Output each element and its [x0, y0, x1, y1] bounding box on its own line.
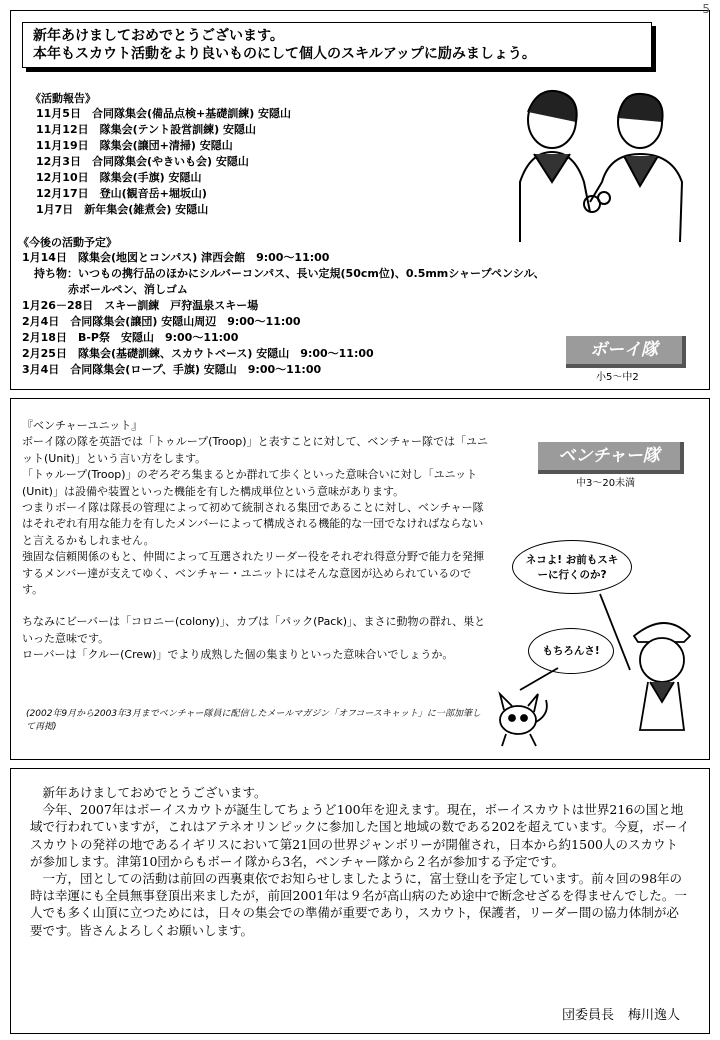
- plan-item: 2月18日 B-P祭 安隠山 9:00～11:00: [22, 331, 239, 344]
- venture-paragraph: ちなみにビーバーは「コロニー(colony)」、カブは「パック(Pack)」、まさに動物の群れ、巣といった意味です。: [22, 615, 486, 645]
- activity-report-item: 12月10日 隊集会(手旗) 安隠山: [36, 171, 202, 184]
- venture-paragraph: つまりボーイ隊は隊長の管理によって初めて統制される集団であることに対し、ベンチャー隊はそれぞれ有用な能力を有したメンバーによって構成される機能的な一団でなければならないと言えるかもしれません。: [22, 501, 484, 547]
- venture-paragraph: ボーイ隊の隊を英語では「トゥループ(Troop)」と表すことに対して、ベンチャー隊では「ユニット(Unit)」という言い方をします。: [22, 435, 489, 465]
- message-paragraph: 今年、2007年はボーイスカウトが誕生してちょうど100年を迎えます。現在，ボーイスカウトは世界216の国と地域で行われていますが，これはアテネオリンピックに参加した国と地域の数である202を超えています。今夏，ボーイスカウトの発祥の地であるイギリスにおいて第21回の世界ジャンボリーが開催され，日本から約1500人のスカウトが参加します。津第10団からもボーイ隊から3名，ベンチャー隊から２名が参加する予定です。: [30, 802, 690, 869]
- activity-report-item: 12月3日 合同隊集会(やきいも会) 安隠山: [36, 155, 249, 168]
- plan-item: 持ち物：いつもの携行品のほかにシルバーコンパス、長い定規(50cm位)、0.5mmシャープペンシル、: [34, 267, 545, 280]
- plan-item: 1月14日 隊集会(地図とコンパス) 津西会館 9:00～11:00: [22, 251, 330, 264]
- message-paragraph: 一方，団としての活動は前回の西裏東依でお知らせしましたように，富士登山を予定しています。前々回の98年の時は幸運にも全員無事登頂出来ましたが，前回2001年は９名が高山病のため途中で断念せざるを得ませんでした。一人でも多く山頂に立つためには，日々の集会での準備が重要であり，スカウト，保護者，リーダー間の協力体制が必要です。皆さんよろしくお願いします。: [30, 871, 687, 938]
- activity-report-title: 《活動報告》: [30, 92, 96, 105]
- speech-bubble-scout: ネコよ! お前もスキーに行くのか?: [512, 540, 632, 594]
- venture-paragraph: 「トゥループ(Troop)」のぞろぞろ集まるとか群れて歩くといった意味合いに対し「ユニット(Unit)」は設備や装置といった機能を有した構成単位という意味があります。: [22, 468, 478, 498]
- new-year-message: [30, 784, 690, 939]
- scouts-illustration: [490, 82, 700, 252]
- activity-report-item: 11月19日 隊集会(譲団+清掃) 安隠山: [36, 139, 233, 152]
- venture-source-note: (2002年9月から2003年3月までベンチャー隊員に配信したメールマガジン「オフコースキャット」に一部加筆して再掲): [26, 709, 481, 732]
- activity-report-item: 11月5日 合同隊集会(備品点検+基礎訓練) 安隠山: [36, 107, 292, 120]
- venture-age: 中3～20未満: [576, 478, 636, 489]
- venture-badge: ベンチャー隊: [538, 442, 684, 474]
- activity-report-item: 11月12日 隊集会(テント設営訓練) 安隠山: [36, 123, 256, 136]
- activity-report-list: [36, 106, 291, 218]
- plan-item: 2月25日 隊集会(基礎訓練、スカウトベース) 安隠山 9:00～11:00: [22, 347, 374, 360]
- venture-paragraph: 強固な信頼関係のもと、仲間によって互選されたリーダー役をそれぞれ得意分野で能力を発揮するメンバー達が支えてゆく、ベンチャー・ユニットにはそんな意図が込められているのです。: [22, 550, 484, 597]
- boy-scouts-age: 小5～中2: [596, 372, 639, 383]
- plan-item: 1月26－28日 スキー訓練 戸狩温泉スキー場: [22, 299, 259, 312]
- speech-bubble-cat: もちろんさ!: [528, 628, 614, 674]
- signature-role: 団委員長: [561, 1008, 614, 1023]
- plans-title: 《今後の活動予定》: [18, 236, 117, 249]
- boy-scouts-badge: ボーイ隊: [566, 336, 686, 368]
- headline-line1: 新年あけましておめでとうございます。: [33, 28, 284, 44]
- scout-and-cat-illustration: [480, 590, 700, 750]
- plan-item: 2月4日 合同隊集会(譲団) 安隠山周辺 9:00～11:00: [22, 315, 301, 328]
- activity-report-item: 1月7日 新年集会(雑煮会) 安隠山: [36, 203, 209, 216]
- signature-name: 梅川逸人: [627, 1008, 680, 1023]
- venture-article: [22, 418, 492, 664]
- new-year-headline: [22, 22, 652, 68]
- page-corner-mark: 5: [702, 2, 710, 16]
- activity-report-item: 12月17日 登山(観音岳+堀坂山): [36, 187, 207, 200]
- signature: [562, 1004, 680, 1023]
- plan-item: 赤ボールペン、消しゴム: [68, 283, 188, 296]
- plans-list: [22, 250, 545, 378]
- message-paragraph: 新年あけましておめでとうございます。: [42, 785, 267, 800]
- venture-title: 『ベンチャーユニット』: [22, 419, 143, 432]
- venture-paragraph: ローバーは「クルー(Crew)」でより成熟した個の集まりといった意味合いでしょうか。: [22, 648, 454, 662]
- headline-line2: 本年もスカウト活動をより良いものにして個人のスキルアップに励みましょう。: [33, 46, 536, 62]
- plan-item: 3月4日 合同隊集会(ロープ、手旗) 安隠山 9:00～11:00: [22, 363, 322, 376]
